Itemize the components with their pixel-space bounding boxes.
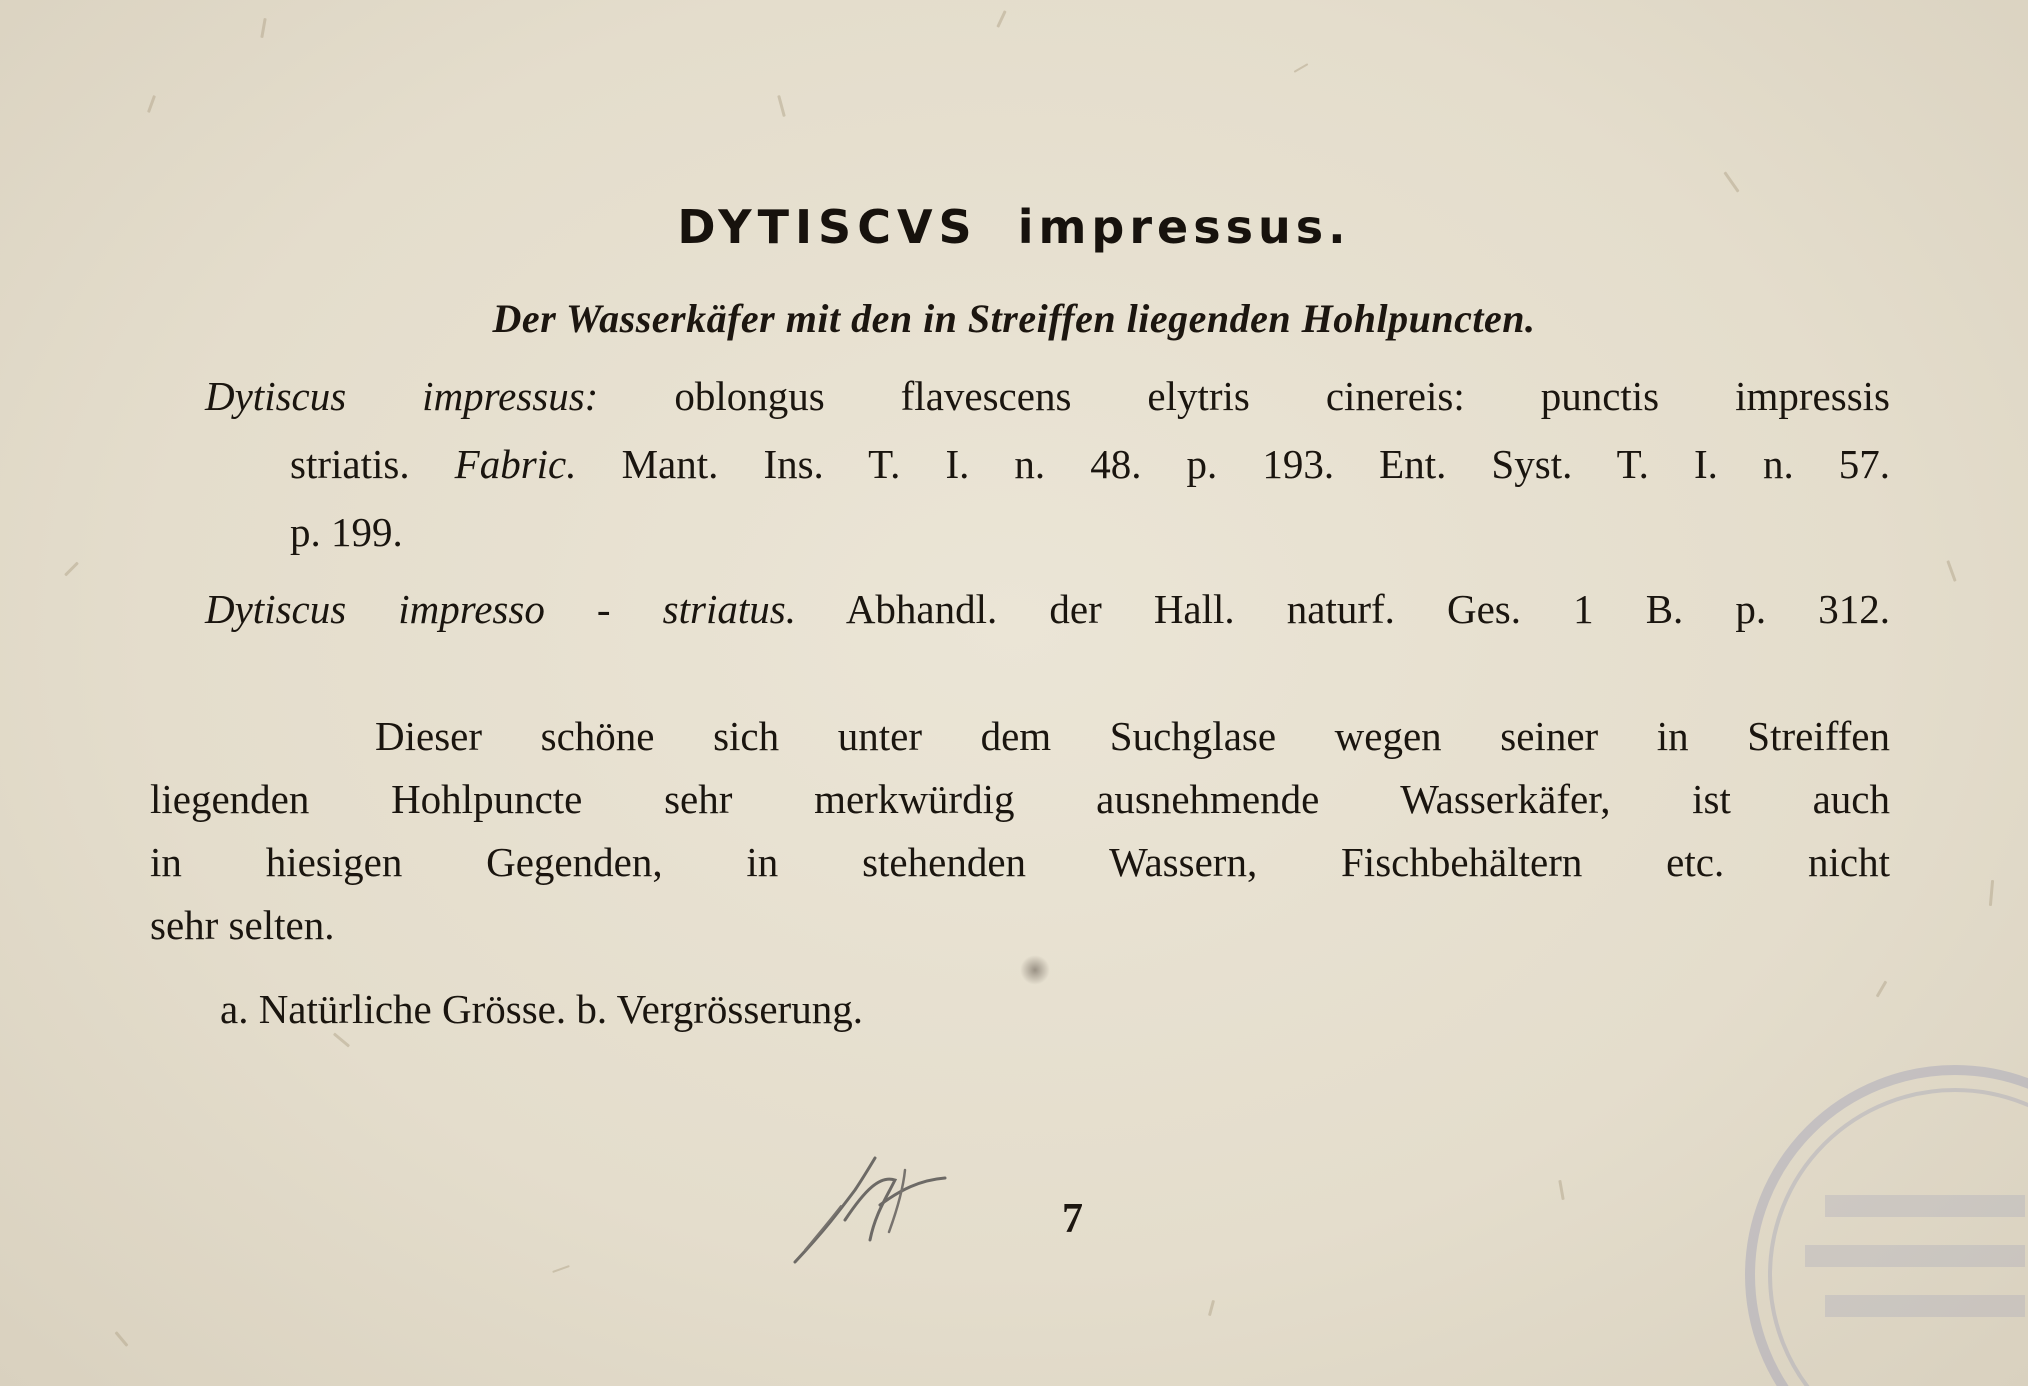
page-number: 7 [1062, 1196, 1083, 1242]
synonym-1-line-1 [205, 372, 1890, 420]
paper-fiber [777, 95, 786, 117]
paper-fiber [147, 95, 156, 113]
body-line-4 [150, 901, 334, 949]
body-line-2 [150, 775, 1890, 823]
figure-legend-text: a. Natürliche Grösse. b. Vergrösserung. [220, 986, 863, 1032]
synonym-1-name: Dytiscus impressus: [205, 373, 599, 419]
paper-fiber [115, 1331, 129, 1347]
synonym-1-line-2 [290, 440, 1890, 488]
paper-fiber [1558, 1180, 1564, 1200]
library-stamp-icon [1725, 1045, 2028, 1386]
synonym-2-line [205, 585, 1890, 633]
paper-fiber [1946, 560, 1956, 582]
body-text: in hiesigen Gegenden, in stehenden Wassern, Fischbehältern etc. nicht [150, 839, 1890, 885]
page-title [0, 200, 2028, 254]
body-line-1 [375, 712, 1890, 760]
title-species: impressus. [1017, 200, 1351, 254]
paper-fiber [996, 10, 1006, 28]
ink-smudge [1020, 955, 1050, 985]
paper-fiber [1876, 980, 1888, 997]
paper-fiber [1989, 880, 1994, 906]
paper-fiber [552, 1265, 570, 1273]
synonym-1-references: Mant. Ins. T. I. n. 48. p. 193. Ent. Syst. T. I. n. 57. [621, 441, 1891, 487]
synonym-1-page: p. 199. [290, 509, 403, 555]
title-genus: DYTISCVS [677, 200, 978, 254]
synonym-1-diagnosis-end: striatis. [290, 441, 410, 487]
figure-legend [220, 985, 863, 1033]
paper-fiber [1723, 171, 1739, 192]
synonym-2-name: Dytiscus impresso - striatus. [205, 586, 796, 632]
paper-fiber [64, 562, 79, 577]
subtitle-german: Der Wasserkäfer mit den in Streiffen liegenden Hohlpuncten. [492, 296, 1536, 341]
pencil-annotation-icon [785, 1150, 965, 1270]
synonym-1-line-3 [290, 508, 403, 556]
body-line-3 [150, 838, 1890, 886]
paper-fiber [1208, 1300, 1215, 1316]
paper-fiber [333, 1032, 350, 1047]
paper-fiber [260, 18, 266, 38]
body-text: liegenden Hohlpuncte sehr merkwürdig ausnehmende Wasserkäfer, ist auch [150, 776, 1890, 822]
body-text: sehr selten. [150, 902, 335, 948]
paper-fiber [1294, 63, 1309, 73]
synonym-1-author: Fabric. [454, 441, 577, 487]
body-text: Dieser schöne sich unter dem Suchglase wegen seiner in Streiffen [375, 713, 1890, 759]
synonym-2-reference: Abhandl. der Hall. naturf. Ges. 1 B. p. 312. [845, 586, 1890, 632]
synonym-1-diagnosis: oblongus flavescens elytris cinereis: punctis impressis [674, 373, 1891, 419]
